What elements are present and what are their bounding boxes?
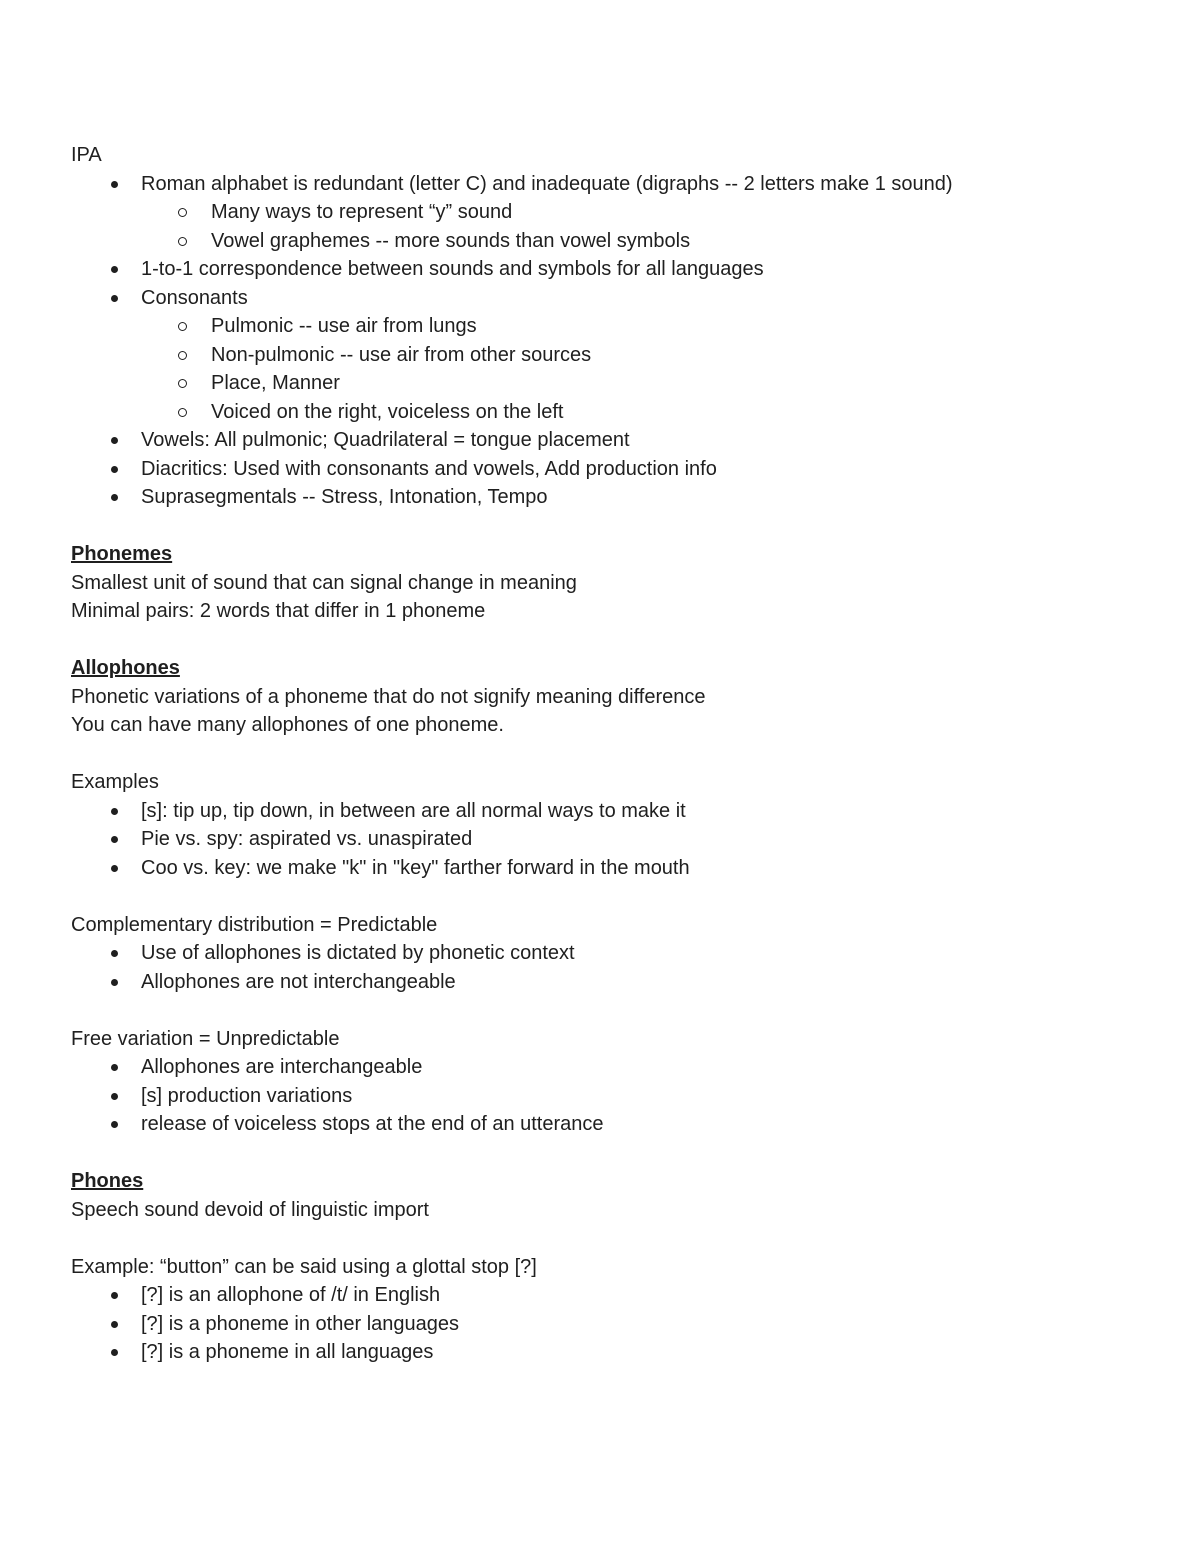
bullet-icon	[111, 1121, 118, 1128]
bullet-icon	[111, 836, 118, 843]
allophones-definition: Phonetic variations of a phoneme that do not signify meaning difference	[71, 685, 706, 708]
ipa-title: IPA	[71, 144, 102, 166]
phones-definition: Speech sound devoid of linguistic import	[71, 1198, 429, 1221]
list-item: Allophones are not interchangeable	[71, 968, 1131, 997]
spacer	[71, 882, 1131, 911]
list-subitem: Place, Manner	[71, 369, 1131, 398]
bullet-icon	[111, 865, 118, 872]
spacer	[71, 1139, 1131, 1168]
hollow-bullet-icon	[178, 322, 187, 331]
bullet-icon	[111, 1064, 118, 1071]
list-item: [?] is a phoneme in all languages	[71, 1338, 1131, 1367]
bullet-icon	[111, 437, 118, 444]
examples-label: Examples	[71, 771, 159, 793]
bullet-icon	[111, 950, 118, 957]
spacer	[71, 512, 1131, 541]
list-item: release of voiceless stops at the end of an utterance	[71, 1110, 1131, 1139]
list-item: Coo vs. key: we make "k" in "key" farther forward in the mouth	[71, 854, 1131, 883]
bullet-icon	[111, 466, 118, 473]
list-item: [s] production variations	[71, 1082, 1131, 1111]
spacer	[71, 1224, 1131, 1253]
list-subitem: Vowel graphemes -- more sounds than vowel symbols	[71, 227, 1131, 256]
list-subitem: Pulmonic -- use air from lungs	[71, 312, 1131, 341]
document-page	[71, 141, 1131, 1367]
list-item: 1-to-1 correspondence between sounds and symbols for all languages	[71, 255, 1131, 284]
list-item: Roman alphabet is redundant (letter C) and inadequate (digraphs -- 2 letters make 1 sound)	[71, 170, 1131, 199]
hollow-bullet-icon	[178, 379, 187, 388]
phonemes-heading: Phonemes	[71, 543, 173, 565]
complementary-label: Complementary distribution = Predictable	[71, 913, 438, 936]
phonemes-definition: Smallest unit of sound that can signal change in meaning	[71, 571, 577, 594]
list-item: [?] is an allophone of /t/ in English	[71, 1281, 1131, 1310]
list-subitem: Many ways to represent “y” sound	[71, 198, 1131, 227]
ipa-list	[71, 170, 1131, 512]
list-item: [?] is a phoneme in other languages	[71, 1310, 1131, 1339]
list-item: Suprasegmentals -- Stress, Intonation, Tempo	[71, 483, 1131, 512]
spacer	[71, 996, 1131, 1025]
free-variation-label: Free variation = Unpredictable	[71, 1027, 340, 1050]
hollow-bullet-icon	[178, 237, 187, 246]
list-item: [s]: tip up, tip down, in between are all normal ways to make it	[71, 797, 1131, 826]
list-subitem: Voiced on the right, voiceless on the left	[71, 398, 1131, 427]
bullet-icon	[111, 1093, 118, 1100]
list-item: Use of allophones is dictated by phonetic context	[71, 939, 1131, 968]
spacer	[71, 626, 1131, 655]
bullet-icon	[111, 494, 118, 501]
complementary-list	[71, 939, 1131, 996]
bullet-icon	[111, 295, 118, 302]
phones-heading: Phones	[71, 1170, 144, 1192]
list-item: Vowels: All pulmonic; Quadrilateral = tongue placement	[71, 426, 1131, 455]
hollow-bullet-icon	[178, 351, 187, 360]
phonemes-minimal-pairs: Minimal pairs: 2 words that differ in 1 phoneme	[71, 600, 486, 622]
bullet-icon	[111, 266, 118, 273]
free-variation-list	[71, 1053, 1131, 1139]
bullet-icon	[111, 1292, 118, 1299]
list-item: Allophones are interchangeable	[71, 1053, 1131, 1082]
bullet-icon	[111, 1349, 118, 1356]
bullet-icon	[111, 1321, 118, 1328]
bullet-icon	[111, 181, 118, 188]
list-item: Diacritics: Used with consonants and vowels, Add production info	[71, 455, 1131, 484]
phones-examples-list	[71, 1281, 1131, 1367]
hollow-bullet-icon	[178, 408, 187, 417]
hollow-bullet-icon	[178, 208, 187, 217]
spacer	[71, 740, 1131, 769]
allophones-heading: Allophones	[71, 657, 180, 679]
list-subitem: Non-pulmonic -- use air from other sources	[71, 341, 1131, 370]
list-item: Consonants	[71, 284, 1131, 313]
list-item: Pie vs. spy: aspirated vs. unaspirated	[71, 825, 1131, 854]
phones-example-label: Example: “button” can be said using a glottal stop [?]	[71, 1255, 537, 1278]
allophones-note: You can have many allophones of one phoneme.	[71, 714, 504, 736]
allophone-examples-list	[71, 797, 1131, 883]
bullet-icon	[111, 808, 118, 815]
bullet-icon	[111, 979, 118, 986]
